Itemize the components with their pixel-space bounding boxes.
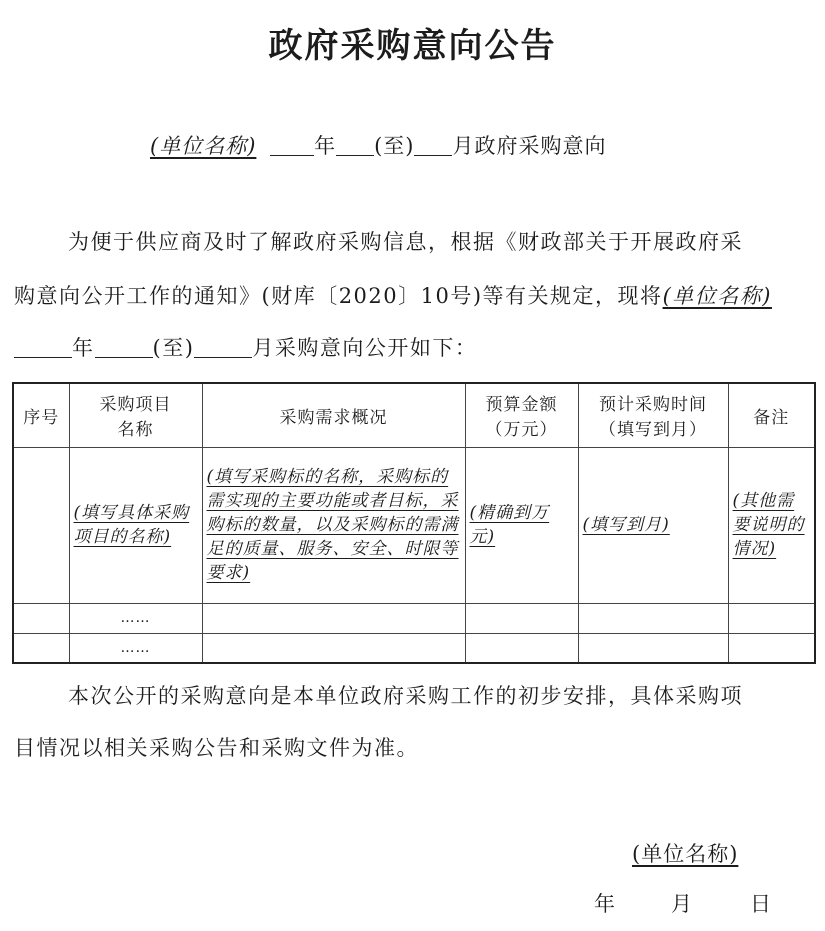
page-title: 政府采购意向公告: [268, 26, 557, 66]
ellipsis-cell: ……: [69, 633, 202, 663]
header-remark: 备注: [728, 383, 815, 447]
table-row: [13, 603, 815, 633]
header-time-line-2: （填写到月）: [599, 420, 707, 441]
intro-line-2: [14, 268, 772, 324]
subtitle-unit-placeholder: (单位名称): [150, 134, 257, 158]
cell-empty: [578, 603, 728, 633]
closing-line-1: 本次公开的采购意向是本单位政府采购工作的初步安排，具体采购项: [68, 684, 743, 708]
signature-date: [594, 888, 771, 918]
cell-empty: [465, 633, 578, 663]
header-project: [69, 383, 202, 447]
cell-empty: [202, 633, 465, 663]
intro-month-to-blank: [194, 337, 252, 358]
cell-budget: [465, 447, 578, 603]
intro-unit-placeholder: (单位名称): [662, 284, 772, 308]
intro-line-3: [14, 320, 477, 376]
ellipsis-cell: ……: [69, 603, 202, 633]
cell-empty: [13, 633, 69, 663]
date-day: 日: [750, 892, 771, 916]
cell-empty: [578, 633, 728, 663]
intro-to: (至): [152, 336, 195, 360]
intro-month-from-blank: [95, 337, 153, 358]
header-budget-line-2: （万元）: [485, 420, 558, 441]
intro-line-2-text: 购意向公开工作的通知》(财库〔2020〕10号)等有关规定，现将: [14, 284, 663, 308]
date-month: 月: [671, 892, 692, 916]
intro-line-1: 为便于供应商及时了解政府采购信息，根据《财政部关于开展政府采: [68, 230, 743, 254]
cell-empty: [728, 603, 815, 633]
cell-project-text: (填写具体采购项目的名称): [73, 503, 190, 547]
subtitle-tail: 月政府采购意向: [452, 134, 607, 158]
closing-line-2: 目情况以相关采购公告和采购文件为准。: [14, 736, 419, 760]
intro-year: 年: [72, 336, 95, 360]
header-time-line-1: 预计采购时间: [599, 395, 707, 416]
header-project-line-2: 名称: [117, 420, 154, 441]
subtitle-year: 年: [314, 134, 337, 158]
header-index: 序号: [13, 383, 69, 447]
table-header-row: [13, 383, 815, 447]
subtitle: [150, 130, 606, 160]
cell-empty: [465, 603, 578, 633]
subtitle-to: (至): [374, 134, 415, 158]
header-budget-line-1: 预算金额: [485, 395, 558, 416]
header-demand: 采购需求概况: [202, 383, 465, 447]
cell-time: [578, 447, 728, 603]
cell-empty: [202, 603, 465, 633]
intro-tail: 月采购意向公开如下：: [252, 336, 478, 360]
cell-demand: [202, 447, 465, 603]
cell-budget-text: (精确到万元): [469, 503, 550, 547]
month-to-blank: [414, 135, 452, 156]
cell-time-text: (填写到月): [582, 515, 670, 535]
signature-unit: [632, 838, 738, 868]
signature-unit-placeholder: (单位名称): [632, 842, 739, 866]
month-from-blank: [336, 135, 374, 156]
table-row: [13, 633, 815, 663]
cell-remark-text: (其他需要说明的情况): [732, 491, 805, 559]
cell-empty: [13, 603, 69, 633]
intro-year-blank: [14, 337, 72, 358]
cell-empty: [728, 633, 815, 663]
header-budget: [465, 383, 578, 447]
table-row: [13, 447, 815, 603]
cell-remark: [728, 447, 815, 603]
year-blank: [270, 135, 314, 156]
date-year: 年: [594, 892, 615, 916]
header-time: [578, 383, 728, 447]
cell-project: [69, 447, 202, 603]
cell-demand-text: (填写采购标的名称，采购标的需实现的主要功能或者目标，采购标的数量，以及采购标的需满足的质量、服务、安全、时限等要求): [206, 467, 459, 583]
header-project-line-1: 采购项目: [99, 395, 172, 416]
cell-index: [13, 447, 69, 603]
procurement-table: [12, 382, 816, 664]
